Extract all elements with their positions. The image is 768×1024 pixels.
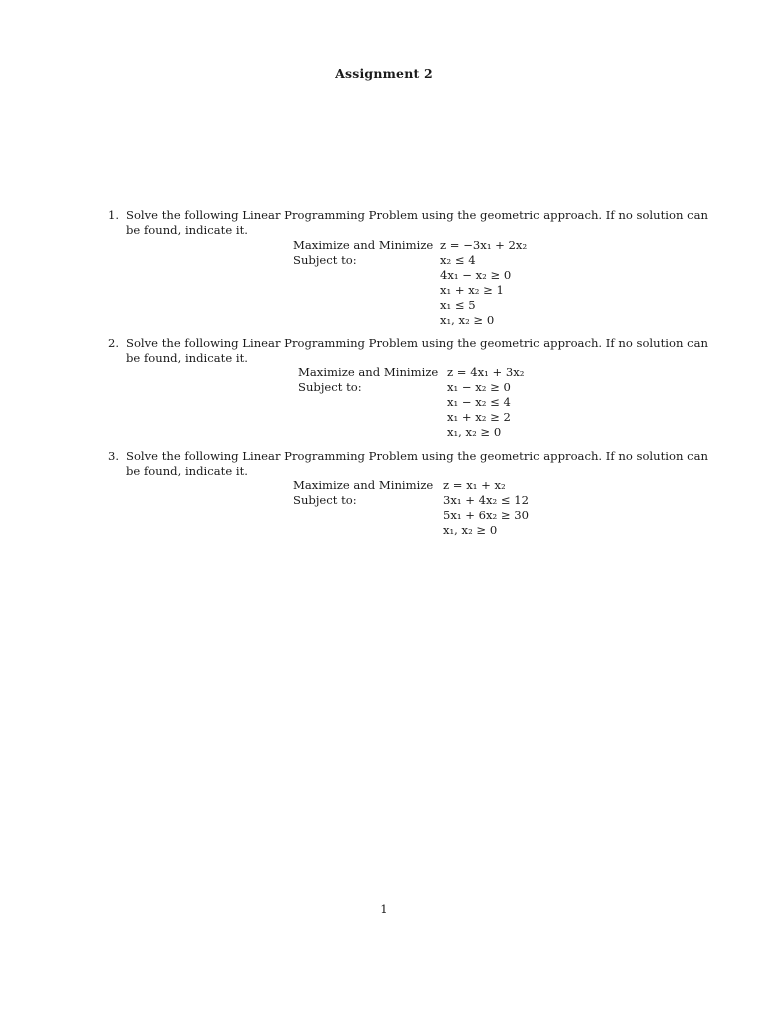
formulation-2: [298, 365, 598, 440]
constraint: x₁ + x₂ ≥ 1: [440, 283, 504, 297]
page-number: 1: [380, 902, 388, 916]
formulation-3: [293, 478, 593, 538]
problem-2: [108, 336, 708, 366]
constraint: x₁ + x₂ ≥ 2: [447, 410, 511, 424]
problem-number: 3.: [108, 449, 120, 463]
problem-number: 1.: [108, 208, 120, 222]
objective-label: Maximize and Minimize: [293, 238, 434, 252]
constraint: x₁, x₂ ≥ 0: [447, 425, 502, 439]
constraints-label: Subject to:: [293, 493, 357, 507]
problem-1: [108, 208, 708, 238]
problem-number: 2.: [108, 336, 120, 350]
problem-statement: Solve the following Linear Programming Problem using the geometric approach. If no solution can be found, indicate it.: [126, 336, 708, 365]
problem-3: [108, 449, 708, 479]
constraint: x₁, x₂ ≥ 0: [440, 313, 495, 327]
constraint: 4x₁ − x₂ ≥ 0: [440, 268, 512, 282]
constraints-label: Subject to:: [293, 253, 357, 267]
constraint: x₁ ≤ 5: [440, 298, 476, 312]
constraint: x₁ − x₂ ≤ 4: [447, 395, 511, 409]
objective-label: Maximize and Minimize: [298, 365, 439, 379]
objective-label: Maximize and Minimize: [293, 478, 434, 492]
objective-function: z = x₁ + x₂: [443, 478, 506, 492]
document-title: Assignment 2: [335, 66, 433, 81]
constraint: x₁, x₂ ≥ 0: [443, 523, 498, 537]
constraints-label: Subject to:: [298, 380, 362, 394]
objective-function: z = 4x₁ + 3x₂: [447, 365, 525, 379]
problem-statement: Solve the following Linear Programming Problem using the geometric approach. If no solution can be found, indicate it.: [126, 208, 708, 237]
formulation-1: [293, 238, 593, 328]
objective-function: z = −3x₁ + 2x₂: [440, 238, 528, 252]
constraint: x₂ ≤ 4: [440, 253, 476, 267]
constraint: 5x₁ + 6x₂ ≥ 30: [443, 508, 530, 522]
constraint: x₁ − x₂ ≥ 0: [447, 380, 511, 394]
problem-statement: Solve the following Linear Programming Problem using the geometric approach. If no solution can be found, indicate it.: [126, 449, 708, 478]
constraint: 3x₁ + 4x₂ ≤ 12: [443, 493, 530, 507]
